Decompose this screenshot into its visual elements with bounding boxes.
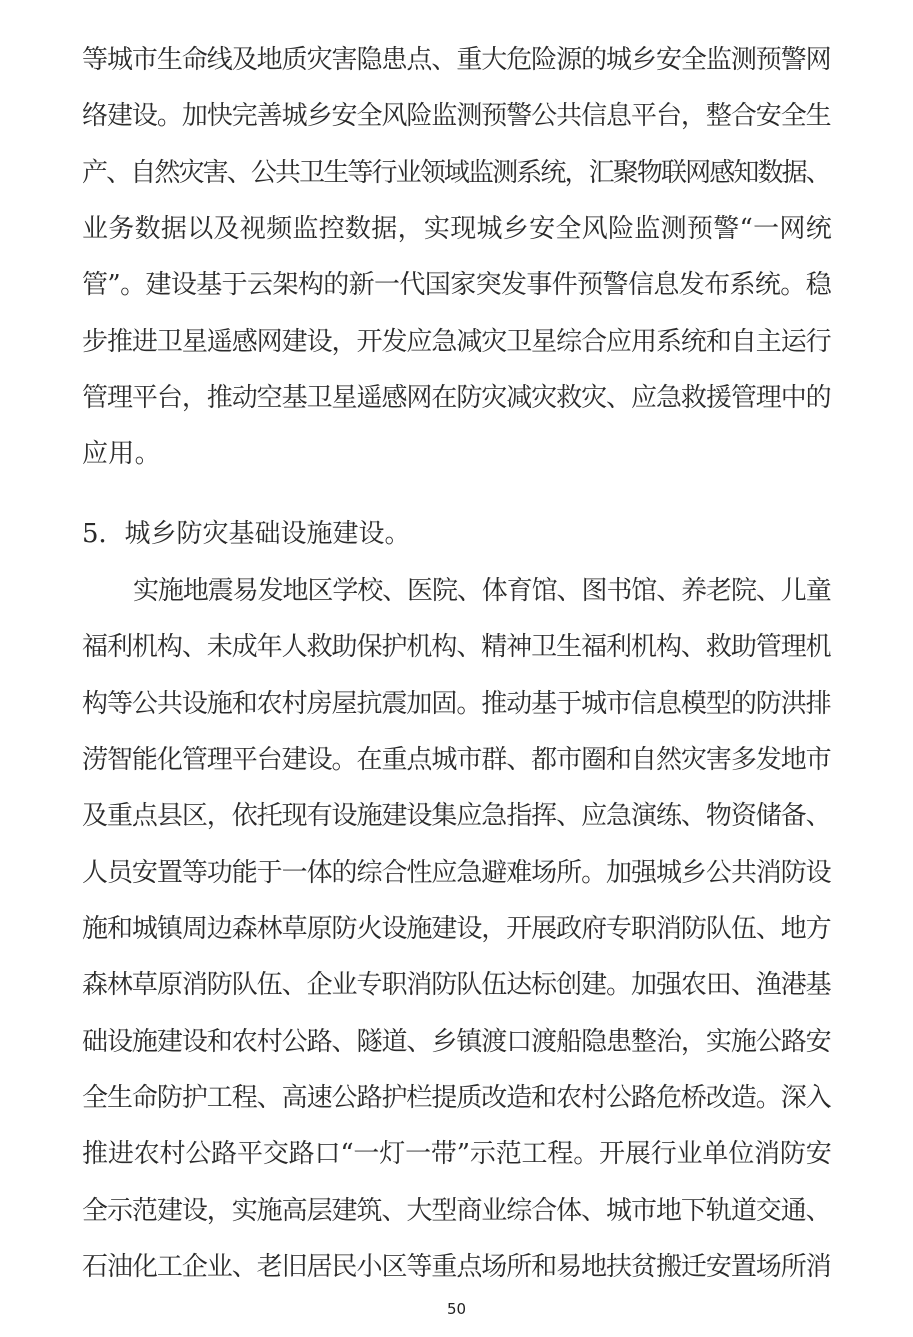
text-line: 及重点县区，依托现有设施建设集应急指挥、应急演练、物资储备、 bbox=[82, 801, 831, 831]
text-line: 石油化工企业、老旧居民小区等重点场所和易地扶贫搬迁安置场所消 bbox=[82, 1252, 831, 1282]
text-line: 全示范建设，实施高层建筑、大型商业综合体、城市地下轨道交通、 bbox=[82, 1196, 831, 1226]
text-line: 推进农村公路平交路口“一灯一带”示范工程。开展行业单位消防安 bbox=[82, 1139, 832, 1169]
text-line: 等城市生命线及地质灾害隐患点、重大危险源的城乡安全监测预警网 bbox=[82, 45, 831, 75]
text-line: 管”。建设基于云架构的新一代国家突发事件预警信息发布系统。稳 bbox=[82, 270, 832, 300]
text-line: 业务数据以及视频监控数据，实现城乡安全风险监测预警“一网统 bbox=[82, 214, 832, 244]
text-line: 础设施建设和农村公路、隧道、乡镇渡口渡船隐患整治，实施公路安 bbox=[82, 1027, 831, 1057]
text-line: 产、自然灾害、公共卫生等行业领域监测系统，汇聚物联网感知数据、 bbox=[82, 158, 830, 188]
text-line: 络建设。加快完善城乡安全风险监测预警公共信息平台，整合安全生 bbox=[82, 101, 831, 131]
text-line: 应用。 bbox=[82, 439, 161, 469]
text-line: 全生命防护工程、高速公路护栏提质改造和农村公路危桥改造。深入 bbox=[82, 1083, 831, 1113]
text-line: 福利机构、未成年人救助保护机构、精神卫生福利机构、救助管理机 bbox=[82, 632, 831, 662]
text-line: 涝智能化管理平台建设。在重点城市群、都市圈和自然灾害多发地市 bbox=[82, 745, 831, 775]
text-line: 森林草原消防队伍、企业专职消防队伍达标创建。加强农田、渔港基 bbox=[82, 970, 831, 1000]
text-line: 人员安置等功能于一体的综合性应急避难场所。加强城乡公共消防设 bbox=[82, 858, 831, 888]
text-line: 管理平台，推动空基卫星遥感网在防灾减灾救灾、应急救援管理中的 bbox=[82, 383, 831, 413]
page-number: 50 bbox=[446, 1300, 467, 1318]
section-heading: 5．城乡防灾基础设施建设。 bbox=[82, 519, 411, 549]
text-line: 实施地震易发地区学校、医院、体育馆、图书馆、养老院、儿童 bbox=[133, 576, 831, 606]
text-line: 构等公共设施和农村房屋抗震加固。推动基于城市信息模型的防洪排 bbox=[82, 689, 831, 719]
text-line: 步推进卫星遥感网建设，开发应急减灾卫星综合应用系统和自主运行 bbox=[82, 327, 831, 357]
text-line: 施和城镇周边森林草原防火设施建设，开展政府专职消防队伍、地方 bbox=[82, 914, 831, 944]
